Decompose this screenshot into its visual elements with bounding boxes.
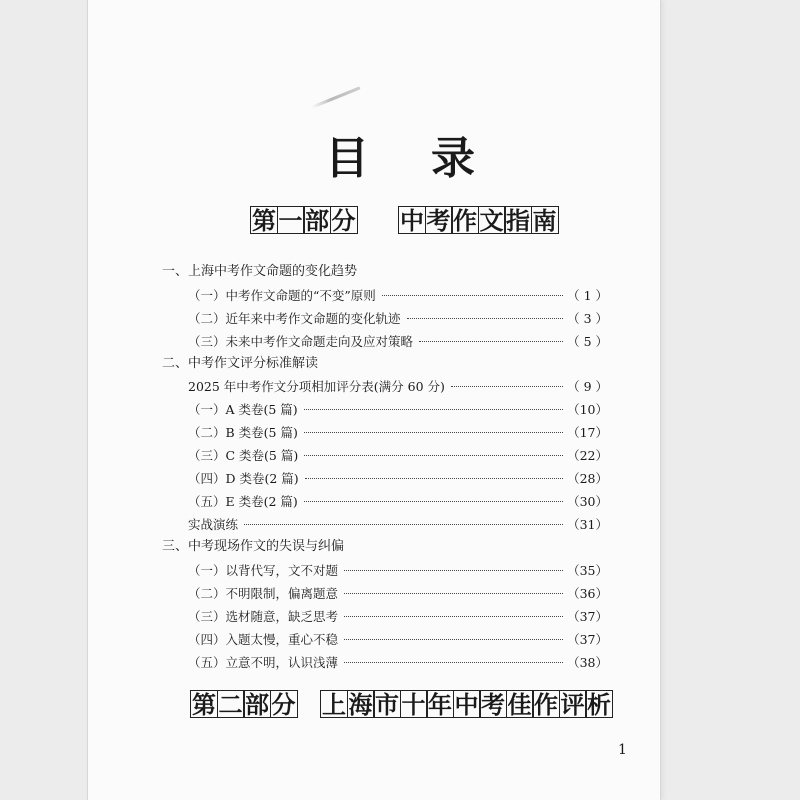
part2-name-char: 佳 — [507, 691, 532, 719]
part1-label-char: 一 — [278, 207, 303, 235]
toc-entry[interactable] — [188, 494, 608, 510]
toc-section-heading: 二、中考作文评分标准解读 — [162, 356, 319, 371]
toc-entry-label: （一）中考作文命题的“不变”原则 — [188, 288, 376, 303]
part1-name-char: 南 — [532, 207, 557, 235]
toc-entry[interactable] — [188, 471, 608, 487]
part1-name-char: 考 — [426, 207, 451, 235]
toc-entry-label: （一）以背代写，文不对题 — [188, 563, 339, 578]
leader-dots — [344, 593, 563, 594]
leader-dots — [419, 341, 563, 342]
toc-entry-label: （二）近年来中考作文命题的变化轨迹 — [188, 311, 401, 326]
part2-label-char: 第 — [192, 691, 216, 719]
part1-header — [250, 206, 557, 234]
leader-dots — [344, 616, 563, 617]
toc-entry[interactable] — [188, 288, 608, 304]
part2-name-char: 十 — [401, 691, 426, 719]
toc-entry-label: （一）A 类卷(5 篇) — [188, 402, 298, 417]
toc-entry[interactable] — [188, 632, 608, 648]
toc-entry[interactable] — [188, 311, 608, 327]
part1-name-char: 指 — [506, 207, 530, 235]
part2-label-char: 二 — [218, 691, 243, 719]
toc-entry-page: （28） — [567, 471, 608, 486]
toc-entry-label: （四）D 类卷(2 篇) — [188, 471, 299, 486]
toc-entry-page: （ 5 ） — [567, 334, 608, 349]
part1-label-char: 第 — [252, 207, 276, 235]
book-page — [88, 0, 660, 800]
toc-entry-label: 实战演练 — [188, 517, 239, 532]
part1-label-char: 分 — [331, 207, 356, 235]
part2-label — [190, 690, 296, 718]
toc-entry-page: （38） — [567, 655, 608, 670]
leader-dots — [407, 318, 564, 319]
toc-entry-page: （35） — [567, 563, 608, 578]
part2-name-char: 考 — [481, 691, 505, 719]
leader-dots — [451, 386, 563, 387]
leader-dots — [382, 295, 563, 296]
leader-dots — [344, 639, 563, 640]
leader-dots — [344, 570, 563, 571]
page-title — [0, 122, 800, 186]
part2-name-char: 评 — [560, 691, 585, 719]
part1-label-char: 部 — [305, 207, 329, 235]
page-number: 1 — [618, 742, 627, 758]
part2-name-char: 海 — [348, 691, 373, 719]
toc-entry[interactable] — [188, 425, 608, 441]
toc-entry-page: （ 3 ） — [567, 311, 608, 326]
toc-entry-label: （五）立意不明，认识浅薄 — [188, 655, 339, 670]
toc-section-heading: 三、中考现场作文的失误与纠偏 — [162, 539, 345, 554]
toc-section-heading: 一、上海中考作文命题的变化趋势 — [162, 264, 358, 279]
part2-name-char: 中 — [454, 691, 479, 719]
toc-entry-page: （37） — [567, 609, 608, 624]
toc-entry[interactable] — [188, 609, 608, 625]
toc-entry-page: （22） — [567, 448, 608, 463]
toc-entry-label: （五）E 类卷(2 篇) — [188, 494, 298, 509]
toc-entry-page: （ 9 ） — [567, 379, 608, 394]
toc-entry-label: （三）选材随意，缺乏思考 — [188, 609, 339, 624]
part2-name-char: 市 — [375, 691, 399, 719]
toc-entry-page: （36） — [567, 586, 608, 601]
part1-name — [398, 206, 557, 234]
part1-label — [250, 206, 356, 234]
part2-label-char: 部 — [245, 691, 269, 719]
toc-entry[interactable] — [188, 563, 608, 579]
toc-entry-page: （10） — [567, 402, 608, 417]
toc-entry-page: （ 1 ） — [567, 288, 608, 303]
toc-entry-label: （二）B 类卷(5 篇) — [188, 425, 298, 440]
toc-entry[interactable] — [188, 334, 608, 350]
toc-entry-page: （31） — [567, 517, 608, 532]
part1-name-char: 中 — [400, 207, 424, 235]
leader-dots — [304, 432, 563, 433]
leader-dots — [344, 662, 563, 663]
toc-entry[interactable] — [188, 586, 608, 602]
leader-dots — [304, 501, 563, 502]
part2-name-char: 上 — [322, 691, 346, 719]
toc-entry-label: （三）未来中考作文命题走向及应对策略 — [188, 334, 414, 349]
toc-entry-label: 2025 年中考作文分项相加评分表(满分 60 分) — [188, 379, 445, 394]
toc-entry-page: （37） — [567, 632, 608, 647]
toc-entry-label: （二）不明限制，偏离题意 — [188, 586, 339, 601]
title-char-2: 录 — [431, 133, 475, 184]
toc-entry[interactable] — [188, 448, 608, 464]
toc-entry-page: （17） — [567, 425, 608, 440]
part1-name-char: 作 — [453, 207, 477, 235]
toc-entry[interactable] — [188, 402, 608, 418]
part2-name — [320, 690, 612, 718]
toc-entry[interactable] — [188, 379, 608, 395]
leader-dots — [304, 409, 563, 410]
toc-entry-label: （三）C 类卷(5 篇) — [188, 448, 299, 463]
toc-entry-label: （四）入题太慢，重心不稳 — [188, 632, 339, 647]
part2-name-char: 年 — [428, 691, 452, 719]
leader-dots — [244, 524, 563, 525]
part2-header — [190, 690, 612, 718]
toc-entry[interactable] — [188, 517, 608, 533]
part1-name-char: 文 — [479, 207, 504, 235]
toc-entry[interactable] — [188, 655, 608, 671]
part2-label-char: 分 — [271, 691, 296, 719]
part2-name-char: 作 — [534, 691, 558, 719]
part2-name-char: 析 — [587, 691, 611, 719]
leader-dots — [305, 478, 563, 479]
title-char-1: 目 — [325, 133, 369, 184]
leader-dots — [304, 455, 563, 456]
toc-entry-page: （30） — [567, 494, 608, 509]
